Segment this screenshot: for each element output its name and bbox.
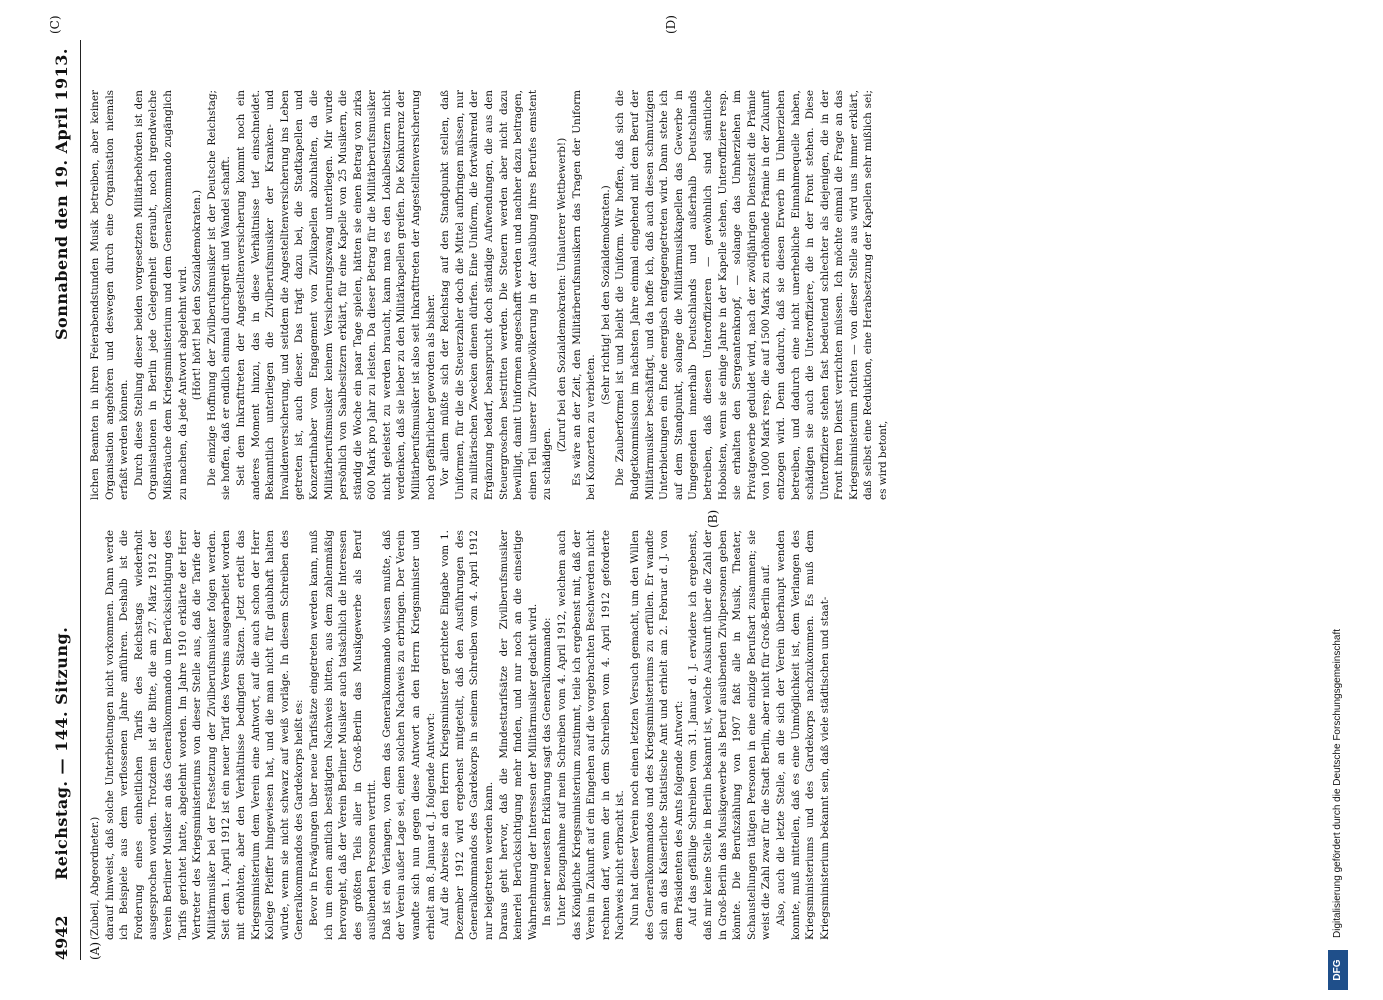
digitization-credit — [1328, 10, 1350, 990]
margin-marker-d: (D) — [664, 15, 678, 34]
right-column — [88, 90, 1238, 500]
paragraph: Es wäre an der Zeit, den Militärberufsmusikern das Tragen der Uniform bei Konzerten zu verbieten. — [570, 90, 598, 500]
interjection: (Zuruf bei den Sozialdemokraten: Unlauterer Wettbewerb!) — [556, 137, 568, 453]
speaker-note: (Zubeil, Abgeordneter.) — [89, 816, 101, 940]
paragraph: darauf hinweist, daß solche Unterbietungen nicht vorkommen. Dann werde ich Beispiele aus dem verflossenen Jahre anführen. Deshalb ist die Forderung eines einheitlichen Tarifs des Reichstags wiederholt ausgesprochen worden. Trotzdem ist die Bitte, die am 27. März 1912 der Verein Berliner Musiker an das Generalkommando um Berücksichtigung des Tarifs gerichtet hatte, abgelehnt worden. Im Jahre 1910 erklärte der Herr Vertreter des Kriegsministeriums von dieser Stelle aus, daß die Tarife der Militärmusiker bei der Festsetzung der Zivilberufsmusiker folgen werden. Seit dem 1. April 1912 ist ein neuer Tarif des Vereins ausgearbeitet worden mit erhöhten, aber den Verhältnisse bedingten Sätzen. Jetzt erteilt das Kriegsministerium dem Verein eine Antwort, auf die auch schon der Herr Kollege Pfeiffer hingewiesen hat, und die man nicht für glaubhaft halten würde, wenn sie nicht schwarz auf weiß vorläge. In diesem Schreiben des Generalkommandos des Gardekorps heißt es: — [103, 530, 306, 940]
paragraph: Daß ist ein Verlangen, von dem das Generalkommando wissen mußte, daß der Verein außer Lage sei, einen solchen Nachweis zu erbringen. Der Verein wandte sich nun gegen diese Antwort an den Herrn Kriegsminister und erhielt am 8. Januar d. J. folgende Antwort: — [380, 530, 437, 940]
dfg-logo: DFG — [1328, 950, 1348, 990]
interjection: (Sehr richtig! bei den Sozialdemokraten.) — [599, 185, 612, 405]
page-header — [52, 40, 78, 960]
paragraph: Die Zauberformel ist und bleibt die Uniform. Wir hoffen, daß sich die Budgetkommission im nächsten Jahre einmal eingehend mit dem Beruf der Militärmusiker beschäftigt, und da hoffe ich, daß auch diesen schmutzigen Unterbietungen ein Ende energisch entgegengetreten wird. Dann stehe ich auf dem Standpunkt, solange die Militärmusikkapellen das Gewerbe in Umgegenden innerhalb Deutschlands und außerhalb Deutschlands betreiben, daß diesen Unteroffizieren — gewöhnlich sind sämtliche Hoboisten, wenn sie einige Jahre in der Kapelle stehen, Unteroffiziere resp. sie erhalten den Sergeantenknopf, — solange das Umherziehen im Privatgewerbe geduldet wird, nach der zwölfjährigen Dienstzeit die Prämie von 1000 Mark resp. die auf 1500 Mark zu erhöhende Prämie in der Zukunft entzogen wird. Denn dadurch, daß sie diesen Erwerb im Umherziehen betreiben, und dadurch eine nicht unerhebliche Einnahmequelle haben, schädigen sie auch die Unteroffiziere, die in der Front stehen. Diese Unteroffiziere stehen fast bedeutend schlechter als diejenigen, die in der Front ihren Dienst verrichten müssen. Ich möchte einmal die Frage an das Kriegsministerium richten — von dieser Stelle aus wird uns immer erklärt, daß selbst eine Reduktion, eine Herabsetzung der Kapellen sehr mißlich sei; es wird betont, — [614, 90, 890, 500]
quotation: Auf die Abreise an den Herrn Kriegsminister gerichtete Eingabe vom 1. Dezember 1912 wird ergebenst mitgeteilt, daß den Ausführungen des Generalkommandos des Gardekorps in seinem Schreiben vom 4. April 1912 nur beigetreten werden kann. — [439, 530, 496, 940]
interjection: (Hört! hört! bei den Sozialdemokraten.) — [191, 189, 204, 401]
paragraph: Durch diese Stellung dieser beiden vorgesetzten Militärbehörden ist den Organisationen in Berlin jede Gelegenheit geraubt, noch irgendwelche Mißbräuche dem Kriegsministerium und dem Generalkommando zugänglich zu machen, da jede Antwort abgelehnt wird. — [132, 90, 189, 500]
paragraph: Also, auch die letzte Stelle, an die sich der Verein überhaupt wenden konnte, muß mitteilen, daß es eine Unmöglichkeit ist, dem Verlangen des Kriegsministeriums und des Gardekorps nachzukommen. Es muß dem Kriegsministerium bekannt sein, daß viele städtischen und staat- — [774, 530, 831, 940]
quotation: Bevor in Erwägungen über neue Tarifsätze eingetreten werden kann, muß ich um einen amtlich bestätigten Nachweis bitten, aus dem zahlenmäßig hervorgeht, daß der Verein Berliner Musiker auch tatsächlich die Interessen des größten Teils aller in Groß-Berlin das Musikgewerbe als Beruf ausübenden Personen vertritt. — [307, 530, 379, 940]
quotation: Unter Bezugnahme auf mein Schreiben vom 4. April 1912, welchem auch das Königliche Kriegsministerium zustimmt, teile ich ergebenst mit, daß der Verein in Zukunft auf ein Eingehen auf die vorgebrachten Beschwerden nicht rechnen darf, wenn der in dem Schreiben vom 4. April 1912 geforderte Nachweis nicht erbracht ist. — [556, 530, 627, 940]
paragraph: Die einzige Hoffnung der Zivilberufsmusiker ist der Deutsche Reichstag; sie hoffen, daß er endlich einmal durchgreift und Wandel schafft. — [205, 90, 233, 500]
paragraph: lichen Beamten in ihren Feierabendstunden Musik betreiben, aber keiner Organisation angehören und deswegen durch eine Organisation niemals erfaßt werden können. — [89, 90, 131, 500]
margin-marker-c: (C) — [48, 15, 62, 34]
margin-marker-a: (A) — [88, 941, 102, 960]
paragraph: Daraus geht hervor, daß die Mindesttarifsätze der Zivilberufsmusiker keinerlei Berücksichtigung mehr finden, und nur noch an die einseitige Wahrnehmung der Interessen der Militärmusiker gedacht wird. — [497, 530, 539, 940]
session-title: Reichstag. — 144. Sitzung. — [52, 626, 71, 880]
paragraph: In seiner neuesten Erklärung sagt das Generalkommando: — [541, 617, 554, 926]
session-date: Sonnabend den 19. April 1913. — [52, 48, 71, 340]
left-column — [88, 530, 1238, 940]
paragraph: Nun hat dieser Verein noch einen letzten Versuch gemacht, um den Willen des Generalkommandos und des Kriegsministeriums zu erfüllen. Er wandte sich an das Kaiserliche Statistische Amt und erhielt am 2. Februar d. J. von dem Präsidenten des Amts folgende Antwort: — [628, 530, 685, 940]
header-rule — [80, 40, 81, 960]
paragraph: Seit dem Inkrafttreten der Angestelltenversicherung kommt noch ein anderes Moment hinzu, das in diese Verhältnisse tief einschneidet. Bekanntlich unterliegen die Zivilberufsmusiker der Kranken- und Invalidenversicherung, und seitdem die Angestelltenversicherung ins Leben getreten ist, auch dieser. Das trägt dazu bei, die Stadtkapellen und Konzertinhaber vom Engagement von Zivilkapellen abzuhalten, da die Militärberufsmusiker keinem Versicherungszwang unterliegen. Mir wurde persönlich von Saalbesitzern erklärt, für eine Kapelle von 25 Musikern, die ständig die Woche ein paar Tage spielen, hätten sie einen Betrag von zirka 600 Mark pro Jahr zu leisten. Da dieser Betrag für die Militärberufsmusiker nicht geleistet zu werden braucht, kann man es den Lokalbesitzern nicht verdenken, daß sie lieber zu den Militärkapellen greifen. Die Konkurrenz der Militärberufsmusiker ist also seit Inkrafttreten der Angestelltenversicherung noch gefährlicher geworden als bisher. — [234, 90, 437, 500]
margin-marker-b: (B) — [706, 509, 720, 528]
quotation: Auf das gefällige Schreiben vom 31. Januar d. J. erwidere ich ergebenst, daß mir keine Stelle in Berlin bekannt ist, welche Auskunft über die Zahl der in Groß-Berlin das Musikgewerbe als Beruf ausübenden Zivilpersonen geben könnte. Die Berufszählung von 1907 faßt alle in Musik, Theater, Schaustellungen tätigen Personen in eine einzige Berufsart zusammen; sie weist die Zahl zwar für die Stadt Berlin, aber nicht für Groß-Berlin auf. — [687, 530, 773, 940]
paragraph: Vor allem müßte sich der Reichstag auf den Standpunkt stellen, daß Uniformen, für die die Steuerzahler doch die Mittel aufbringen müssen, nur zu militärischen Zwecken dienen dürfen. Eine Uniform, die fortwährend der Ergänzung bedarf, beansprucht doch ständige Aufwendungen, die aus den Steuergroschen bestritten werden. Die Steuern werden aber nicht dazu bewilligt, damit Uniformen angeschafft werden und nachher dazu beitragen, einen Teil unserer Zivilbevölkerung in der Ausübung ihres Berufes emstent zu schädigen. — [439, 90, 554, 500]
page-number: 4942 — [52, 915, 71, 960]
credit-text: Digitalisierung gefördert durch die Deutsche Forschungsgemeinschaft — [1332, 628, 1343, 938]
